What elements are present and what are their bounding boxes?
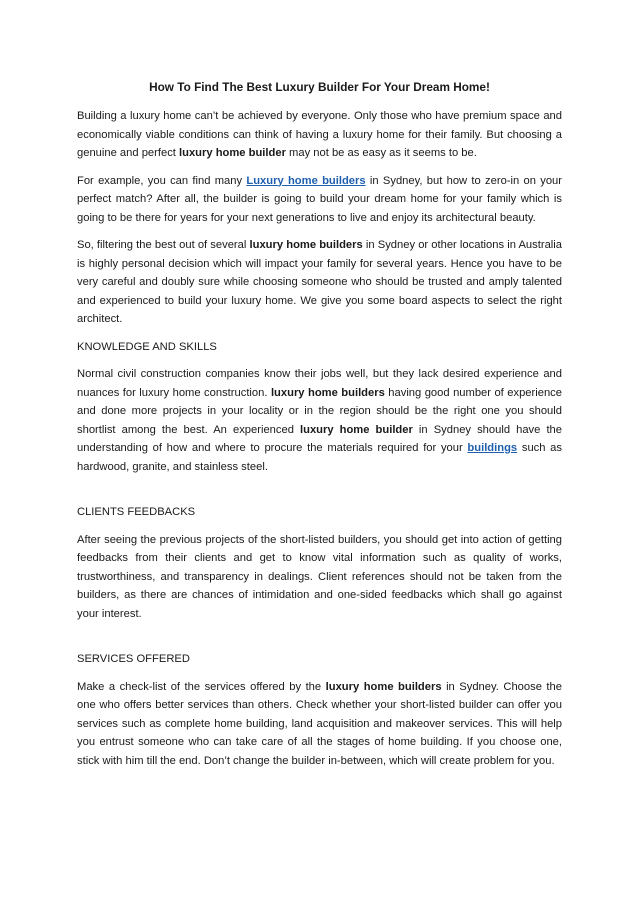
luxury-home-builders-link[interactable]: Luxury home builders <box>246 174 366 187</box>
document-title: How To Find The Best Luxury Builder For Your Dream Home! <box>149 80 490 94</box>
spacer <box>77 485 562 503</box>
buildings-link[interactable]: buildings <box>467 442 518 454</box>
bold-keyword: luxury home builders <box>249 239 363 251</box>
paragraph-intro: Building a luxury home can’t be achieved by everyone. Only those who have premium space and economically viable conditions can think of having a luxury home for their family. But choosing a genuine and perfect luxury home builder may not be as easy as it seems to be. <box>77 110 562 159</box>
bold-keyword: luxury home builders <box>325 680 442 693</box>
spacer <box>77 632 562 650</box>
paragraph-filtering: So, filtering the best out of several luxury home builders in Sydney or other locations in Australia is highly personal decision which will impact your family for several years. Hence you have to be very careful and doubly sure while choosing someone who should be trusted and amply talented and experienced to build your luxury home. We give you some board aspects to select the right architect. <box>77 239 562 325</box>
section-heading-services: SERVICES OFFERED <box>77 653 190 665</box>
bold-keyword: luxury home builders <box>270 386 385 399</box>
bold-keyword: luxury home builder <box>179 147 286 159</box>
section-heading-knowledge: KNOWLEDGE AND SKILLS <box>77 340 217 353</box>
paragraph-knowledge: Normal civil construction companies know their jobs well, but they lack desired experience and nuances for luxury home construction. luxury home builders having good number of experience and done more projects in your locality or in the region should be the right one you should shortlist among the best. An experienced luxury home builder in Sydney should have the understanding of how and where to procure the materials required for your buildings such as hardwood, granite, and stainless steel. <box>77 368 562 473</box>
paragraph-feedbacks: After seeing the previous projects of the short-listed builders, you should get into action of getting feedbacks from their clients and get to know vital information such as quality of works, trustworthiness, and transparency in dealings. Client references should not be taken from the builders, as there are chances of intimidation and one-sided feedbacks which shall go against your interest. <box>77 533 562 620</box>
bold-keyword: luxury home builder <box>300 423 413 436</box>
paragraph-services: Make a check-list of the services offered by the luxury home builders in Sydney. Choose the one who offers better services than others. Check whether your short-listed builder can offer you services such as complete home building, land acquisition and makeover services. This will help you entrust someone who can take care of all the stages of home building. If you choose one, stick with him till the end. Don’t change the builder in-between, which will create problem for you. <box>77 680 562 767</box>
section-heading-feedbacks: CLIENTS FEEDBACKS <box>77 506 196 518</box>
paragraph-example: For example, you can find many Luxury home builders in Sydney, but how to zero-in on your perfect match? After all, the builder is going to build your dream home for your family which is going to be there for years for your next generations to live and enjoy its architectural beauty. <box>77 174 563 224</box>
